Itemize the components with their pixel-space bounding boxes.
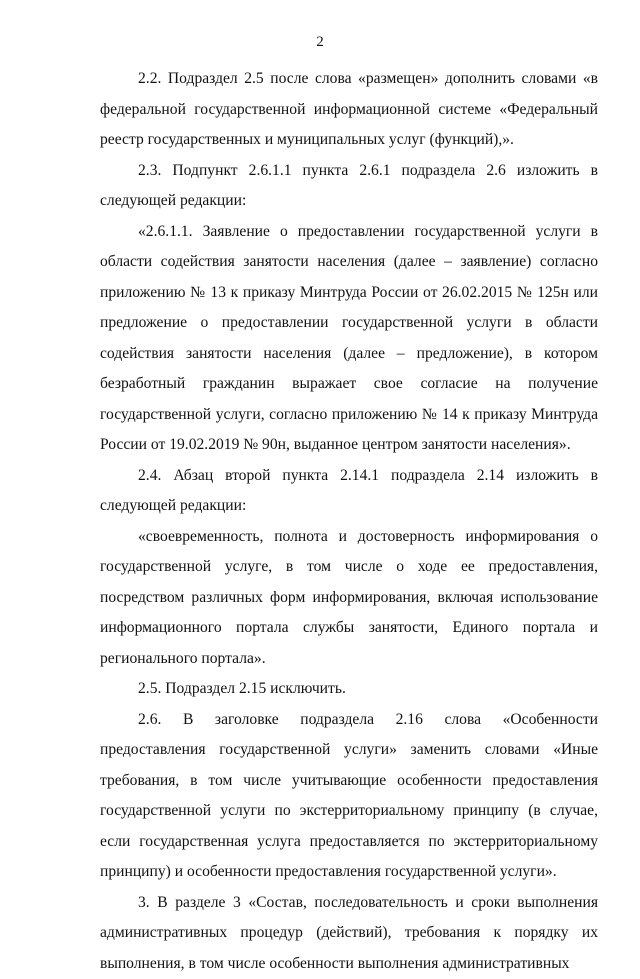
paragraph-2-3: 2.3. Подпункт 2.6.1.1 пункта 2.6.1 подраздела 2.6 изложить в следующей редакции:: [100, 156, 598, 217]
page-number: 2: [0, 34, 640, 51]
paragraph-2-2: 2.2. Подраздел 2.5 после слова «размещен» дополнить словами «в федеральной государственной информационной системе «Федеральный реестр государственных и муниципальных услуг (функций),».: [100, 64, 598, 156]
paragraph-2-6: 2.6. В заголовке подраздела 2.16 слова «Особенности предоставления государственной услуги» заменить словами «Иные требования, в том числе учитывающие особенности предоставления государственной услуги по экстерриториальному принципу (в случае, если государственная услуга предоставляется по экстерриториальному принципу) и особенности предоставления государственной услуги».: [100, 705, 598, 888]
document-body: [100, 64, 598, 979]
paragraph-2-4-quote: «своевременность, полнота и достоверность информирования о государственной услуге, в том числе о ходе ее предоставления, посредством различных форм информирования, включая использование информационного портала службы занятости, Единого портала и регионального портала».: [100, 522, 598, 675]
paragraph-2-4: 2.4. Абзац второй пункта 2.14.1 подраздела 2.14 изложить в следующей редакции:: [100, 461, 598, 522]
paragraph-2-3-quote: «2.6.1.1. Заявление о предоставлении государственной услуги в области содействия занятости населения (далее – заявление) согласно приложению № 13 к приказу Минтруда России от 26.02.2015 № 125н или предложение о предоставлении государственной услуги в области содействия занятости населения (далее – предложение), в котором безработный гражданин выражает свое согласие на получение государственной услуги, согласно приложению № 14 к приказу Минтруда России от 19.02.2019 № 90н, выданное центром занятости населения».: [100, 217, 598, 461]
paragraph-2-5: 2.5. Подраздел 2.15 исключить.: [100, 674, 598, 705]
paragraph-3: 3. В разделе 3 «Состав, последовательность и сроки выполнения административных процедур (действий), требования к порядку их выполнения, в том числе особенности выполнения административных: [100, 888, 598, 979]
